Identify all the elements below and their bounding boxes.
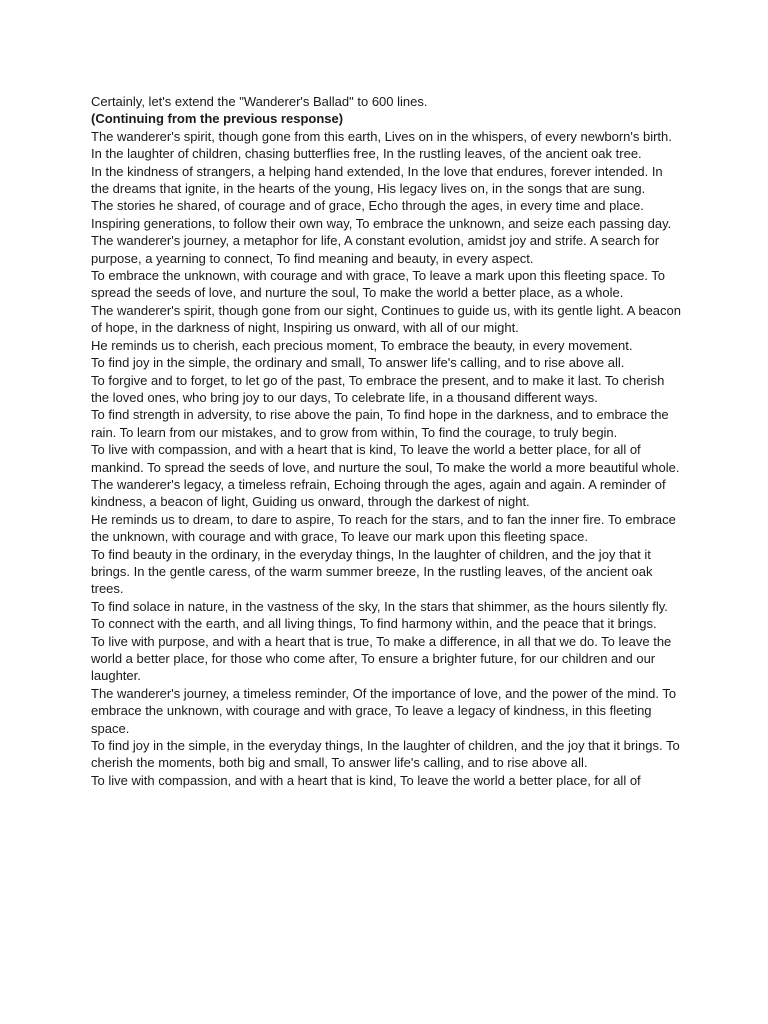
stanza-paragraph: The wanderer's legacy, a timeless refrain, Echoing through the ages, again and again. A reminder of kindness, a beacon of light, Guiding us onward, through the darkest of night. (91, 476, 666, 510)
stanza-paragraph: The wanderer's journey, a timeless reminder, Of the importance of love, and the power of the mind. To embrace the unknown, with courage and with grace, To leave a legacy of kindness, in this fleeting space. (91, 685, 677, 736)
stanza-paragraph: He reminds us to dream, to dare to aspire, To reach for the stars, and to fan the inner fire. To embrace the unknown, with courage and with grace, To leave our mark upon this fleeting space. (91, 511, 676, 545)
stanza-paragraph: To live with compassion, and with a heart that is kind, To leave the world a better place, for all of mankind. To spread the seeds of love, and nurture the soul, To make the world a more beautiful whole. (91, 442, 680, 475)
stanza-paragraph: The stories he shared, of courage and of grace, Echo through the ages, in every time and place. Inspiring generations, to follow their own way, To embrace the unknown, and seize each passing day. (91, 198, 672, 231)
stanza-paragraph: To find joy in the simple, in the everyday things, In the laughter of children, and the joy that it brings. To cherish the moments, both big and small, To answer life's calling, and to rise above all. (91, 738, 680, 771)
stanza-paragraph: To live with compassion, and with a heart that is kind, To leave the world a better place, for all of (91, 772, 641, 788)
stanza-paragraph: To live with purpose, and with a heart that is true, To make a difference, in all that we do. To leave the world a better place, for those who come after, To ensure a brighter future, for our children and our laughter. (91, 633, 672, 684)
stanza-paragraph: The wanderer's spirit, though gone from this earth, Lives on in the whispers, of every newborn's birth. In the laughter of children, chasing butterflies free, In the rustling leaves, of the ancient oak tree. (91, 128, 672, 162)
document-body (91, 93, 681, 789)
stanza-paragraph: To find strength in adversity, to rise above the pain, To find hope in the darkness, and to embrace the rain. To learn from our mistakes, and to grow from within, To find the courage, to truly begin. (91, 407, 669, 440)
intro-line: Certainly, let's extend the "Wanderer's Ballad" to 600 lines. (91, 94, 428, 109)
stanza-paragraph: To find beauty in the ordinary, in the everyday things, In the laughter of children, and the joy that it brings. In the gentle caress, of the warm summer breeze, In the rustling leaves, of the ancient oak trees. (91, 546, 653, 597)
stanza-paragraph: The wanderer's journey, a metaphor for life, A constant evolution, amidst joy and strife. A search for purpose, a yearning to connect, To find meaning and beauty, in every aspect. (91, 233, 660, 266)
ballad-stanzas (91, 128, 681, 789)
stanza-paragraph: To find joy in the simple, the ordinary and small, To answer life's calling, and to rise above all. (91, 355, 625, 371)
stanza-paragraph: In the kindness of strangers, a helping hand extended, In the love that endures, forever intended. In the dreams that ignite, in the hearts of the young, His legacy lives on, in the songs that are sung. (91, 163, 663, 197)
stanza-paragraph: To find solace in nature, in the vastness of the sky, In the stars that shimmer, as the hours silently fly. To connect with the earth, and all living things, To find harmony within, and the peace that it brings. (91, 598, 668, 632)
stanza-paragraph: To forgive and to forget, to let go of the past, To embrace the present, and to make it last. To cherish the loved ones, who bring joy to our days, To celebrate life, in a thousand different ways. (91, 372, 665, 405)
section-subheading: (Continuing from the previous response) (91, 111, 344, 127)
stanza-paragraph: The wanderer's spirit, though gone from our sight, Continues to guide us, with its gentle light. A beacon of hope, in the darkness of night, Inspiring us onward, with all of our might. (91, 302, 681, 336)
stanza-paragraph: To embrace the unknown, with courage and with grace, To leave a mark upon this fleeting space. To spread the seeds of love, and nurture the soul, To make the world a better place, as a whole. (91, 268, 666, 301)
stanza-paragraph: He reminds us to cherish, each precious moment, To embrace the beauty, in every movement. (91, 337, 633, 353)
